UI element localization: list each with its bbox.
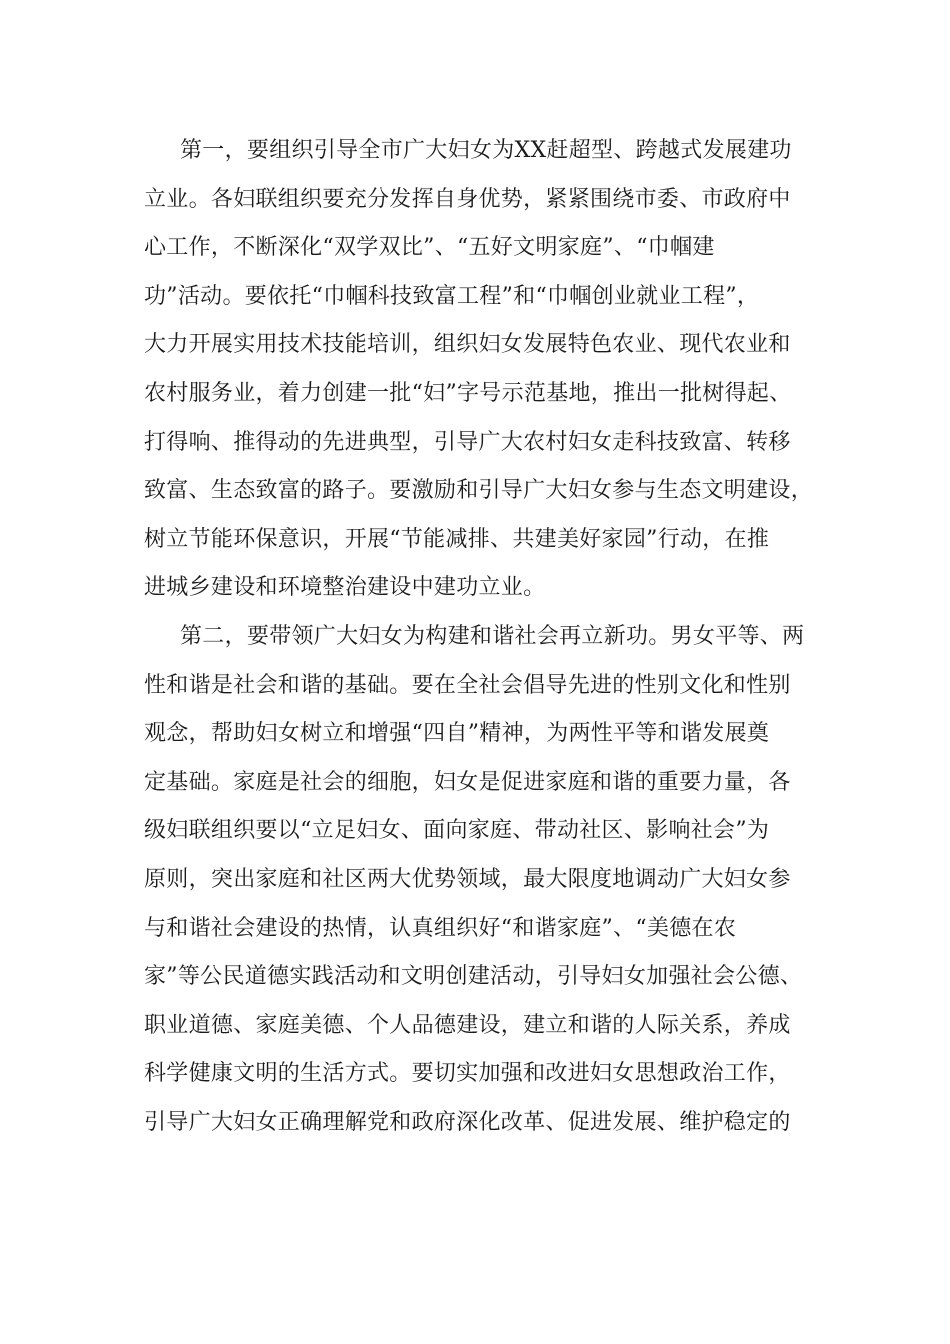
text-line: 第一，要组织引导全市广大妇女为XX赶超型、跨越式发展建功 (180, 138, 792, 163)
text-line: 性和谐是社会和谐的基础。要在全社会倡导先进的性别文化和性别 (144, 672, 791, 698)
text-line: 与和谐社会建设的热情，认真组织好“和谐家庭”、“美德在农 (144, 915, 737, 941)
text-line: 打得响、推得动的先进典型，引导广大农村妇女走科技致富、转移 (144, 429, 791, 455)
document-body (144, 127, 814, 1147)
text-line: 家”等公民道德实践活动和文明创建活动，引导妇女加强社会公德、 (144, 964, 803, 990)
text-line: 原则，突出家庭和社区两大优势领域，最大限度地调动广大妇女参 (144, 866, 791, 892)
text-line: 观念，帮助妇女树立和增强“四自”精神，为两性平等和谐发展奠 (144, 721, 770, 747)
text-line: 功”活动。要依托“巾帼科技致富工程”和“巾帼创业就业工程”， (144, 283, 760, 309)
text-line: 心工作，不断深化“双学双比”、“五好文明家庭”、“巾帼建 (144, 235, 715, 261)
text-line: 树立节能环保意识，开展“节能减排、共建美好家园”行动，在推 (144, 526, 770, 552)
text-line: 职业道德、家庭美德、个人品德建设，建立和谐的人际关系，养成 (144, 1012, 791, 1038)
text-line: 级妇联组织要以“立足妇女、面向家庭、带动社区、影响社会”为 (144, 818, 770, 844)
text-line: 大力开展实用技术技能培训，组织妇女发展特色农业、现代农业和 (144, 332, 791, 358)
text-line: 科学健康文明的生活方式。要切实加强和改进妇女思想政治工作， (144, 1061, 791, 1087)
paragraph-2 (144, 613, 804, 1148)
text-line: 农村服务业，着力创建一批“妇”字号示范基地，推出一批树得起、 (144, 380, 792, 406)
text-line: 致富、生态致富的路子。要激励和引导广大妇女参与生态文明建设， (144, 478, 814, 504)
text-line: 定基础。家庭是社会的细胞，妇女是促进家庭和谐的重要力量，各 (144, 769, 791, 795)
text-line: 引导广大妇女正确理解党和政府深化改革、促进发展、维护稳定的 (144, 1109, 791, 1135)
text-line: 第二，要带领广大妇女为构建和谐社会再立新功。男女平等、两 (180, 623, 805, 649)
text-line: 进城乡建设和环境整治建设中建功立业。 (144, 575, 546, 601)
text-line: 立业。各妇联组织要充分发挥自身优势，紧紧围绕市委、市政府中 (144, 186, 791, 212)
paragraph-1 (144, 127, 814, 613)
